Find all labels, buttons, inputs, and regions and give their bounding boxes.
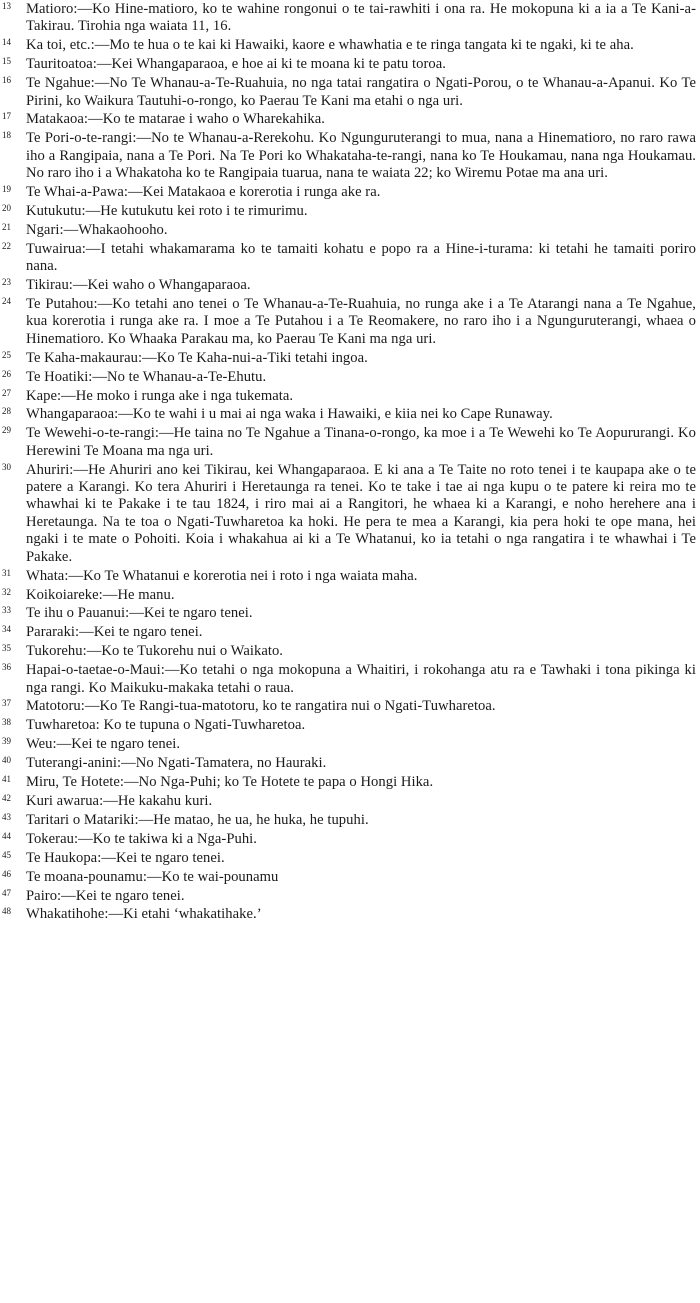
- footnote-headword: Hapai-o-taetae-o-Maui:: [26, 662, 165, 679]
- footnote-entry: [2, 425, 696, 460]
- footnote-number: 41: [2, 774, 12, 785]
- footnote-entry: [2, 277, 696, 294]
- footnote-headword: Kuri awarua:: [26, 792, 104, 809]
- footnote-headword: Tukorehu:: [26, 643, 87, 660]
- footnote-number: 42: [2, 792, 12, 803]
- footnote-text: —Kei te ngaro tenei.: [129, 605, 253, 622]
- footnote-number: 45: [2, 849, 12, 860]
- footnote-text: —He taina no Te Ngahue a Tinana-o-rongo, ka moe i a Te Wewehi ko Te Aopururangi. Ko Herewini Te Moana ma nga uri.: [26, 425, 696, 459]
- footnote-entry: [2, 587, 696, 604]
- footnote-text: —Ko Te Rangi-tua-matotoru, ko te rangatira nui o Ngati-Tuwharetoa.: [84, 698, 496, 715]
- footnote-text: —Kei waho o Whangaparaoa.: [72, 277, 251, 294]
- footnote-text: —Ko Te Kaha-nui-a-Tiki tetahi ingoa.: [142, 349, 368, 366]
- footnote-headword: Taritari o Matariki:: [26, 811, 139, 828]
- footnote-entry: [2, 624, 696, 641]
- footnote-headword: Ahuriri:: [26, 461, 74, 478]
- footnote-number: 44: [2, 830, 12, 841]
- footnote-text: —Kei te ngaro tenei.: [61, 887, 185, 904]
- footnote-headword: Pairo:: [26, 887, 62, 904]
- footnote-number: 28: [2, 406, 12, 417]
- footnote-entry: [2, 605, 696, 622]
- footnote-entry: [2, 850, 696, 867]
- footnote-entry: [2, 812, 696, 829]
- footnote-text: —Ko tetahi ano tenei o Te Whanau-a-Te-Ruahuia, no runga ake i a Te Atarangi nana a Te Ngahue, kua korerotia i runga ake ra. I moe a Te Putahou i a Te Reomakere, no raro iho i a Ngunguruterangi, whaea o Hinematioro. Ko Whaaka Parakau ma, ko Paerau Te Kani ma nga uri.: [26, 296, 696, 347]
- footnote-number: 16: [2, 75, 12, 86]
- footnote-entry: [2, 56, 696, 73]
- footnote-headword: Kape:: [26, 387, 62, 404]
- footnote-entry: [2, 568, 696, 585]
- footnotes-list: [2, 1, 696, 924]
- footnote-text: —No te Whanau-a-Te-Ehutu.: [92, 368, 267, 385]
- footnote-text: —No Ngati-Tamatera, no Hauraki.: [121, 755, 327, 772]
- footnote-text: —Mo te hua o te kai ki Hawaiki, kaore e whawhatia e te ringa tangata ki te ngaki, ki te aha.: [94, 37, 634, 54]
- footnote-headword: Te Hoatiki:: [26, 368, 93, 385]
- footnote-entry: [2, 793, 696, 810]
- footnote-entry: [2, 774, 696, 791]
- footnote-entry: [2, 203, 696, 220]
- footnote-number: 38: [2, 717, 12, 728]
- footnote-number: 18: [2, 130, 12, 141]
- footnote-entry: [2, 662, 696, 697]
- footnote-number: 47: [2, 887, 12, 898]
- footnote-text: —He kakahu kuri.: [103, 792, 213, 809]
- footnote-headword: Te moana-pounamu:: [26, 868, 147, 885]
- footnote-headword: Te Pori-o-te-rangi:: [26, 130, 137, 147]
- footnote-number: 48: [2, 906, 12, 917]
- footnote-entry: [2, 736, 696, 753]
- footnote-entry: [2, 296, 696, 348]
- footnote-headword: Tokerau:: [26, 830, 79, 847]
- footnote-text: —No te Whanau-a-Rerekohu. Ko Ngunguruterangi to mua, nana a Hinematioro, no raro rawa iho a Rangipaia, nana a Te Pori. Na Te Pori ko Whakataha-te-rangi, nana ko Te Houkamau, nana nga Houkamau. No raro iho i a Whakatoha ko te Rangipaia tuarua, nana te waiata 22; ko Wiremu Potae ma ana uri.: [26, 130, 697, 182]
- footnote-number: 35: [2, 643, 12, 654]
- footnote-number: 26: [2, 368, 12, 379]
- footnote-number: 30: [2, 461, 12, 472]
- footnote-headword: Ngari:: [26, 221, 64, 238]
- footnote-entry: [2, 369, 696, 386]
- footnote-text: —I tetahi whakamarama ko te tamaiti kohatu e popo ra a Hine-i-turama: ki tetahi he tamaiti poriro nana.: [26, 240, 696, 275]
- footnote-headword: Tikirau:: [26, 277, 73, 294]
- footnote-number: 37: [2, 698, 12, 709]
- footnote-text: —He matao, he ua, he huka, he tupuhi.: [138, 811, 369, 828]
- footnote-text: —Ko tetahi o nga mokopuna a Whaitiri, i rokohanga atu ra e Tawhaki i tona pikinga ki nga rangi. Ko Maikuku-makaka tetahi o raua.: [26, 662, 696, 696]
- footnote-entry: [2, 222, 696, 239]
- footnote-entry: [2, 350, 696, 367]
- footnote-text: —No Nga-Puhi; ko Te Hotete te papa o Hongi Hika.: [124, 774, 434, 791]
- footnote-text: —Ki etahi ‘whakatihake.’: [108, 906, 262, 923]
- footnote-number: 20: [2, 202, 12, 213]
- footnote-entry: [2, 869, 696, 886]
- footnote-headword: Whangaparaoa:: [26, 406, 119, 423]
- footnote-number: 25: [2, 349, 12, 360]
- footnote-headword: Te Putahou:: [26, 296, 98, 312]
- footnote-entry: [2, 241, 696, 276]
- footnote-text: Ko te tupuna o Ngati-Tuwharetoa.: [99, 717, 306, 734]
- footnote-number: 36: [2, 662, 12, 673]
- footnote-headword: Tauritoatoa:: [26, 56, 97, 73]
- footnote-text: —He moko i runga ake i nga tukemata.: [61, 387, 294, 404]
- footnote-headword: Pararaki:: [26, 624, 80, 641]
- footnote-text: —No Te Whanau-a-Te-Ruahuia, no nga tatai rangatira o Ngati-Porou, o te Whanau-a-Apanui. Ko Te Pirini, ko Waikura Tautuhi-o-rongo, ko Paerau Te Kani ma etahi o nga uri.: [26, 75, 696, 109]
- footnote-text: —Ko Te Whatanui e korerotia nei i roto i nga waiata maha.: [68, 567, 418, 584]
- footnote-entry: [2, 1, 696, 36]
- footnote-headword: Matioro:: [26, 1, 78, 17]
- footnote-number: 22: [2, 240, 12, 251]
- footnote-text: —He Ahuriri ano kei Tikirau, kei Whangaparaoa. E ki ana a Te Taite no roto tenei i te kaupapa ake o te patere a Karangi. Ko tera Ahuriri i Heretaunga ra tenei. Ko te take i tae ai nga kupu o te patere ki reira mo te whawhai ki te Pakake i te tau 1824, i riro mai ai a Rangitori, he whaea ki a Karangi, e noho herehere ana i Heretaunga. Na te toa o Ngati-Tuwharetoa ka hoki. He pera te mea a Karangi, kia pera hoki te ope mana, hei ngaki i te mate o Pohoiti. Koia i whakahua ai ki a Te Whatanui, ko ia tetahi o nga rangatira i te whawhai i Te Pakake.: [26, 461, 696, 565]
- footnote-number: 46: [2, 868, 12, 879]
- footnote-headword: Koikoiareke:: [26, 586, 103, 603]
- footnote-text: —He kutukutu kei roto i te rimurimu.: [85, 202, 308, 219]
- footnote-headword: Te Kaha-makaurau:: [26, 349, 143, 366]
- footnote-text: —Kei Matakaoa e korerotia i runga ake ra.: [127, 184, 381, 201]
- footnote-text: —Kei te ngaro tenei.: [79, 624, 203, 641]
- footnote-number: 39: [2, 736, 12, 747]
- footnote-entry: [2, 406, 696, 423]
- footnote-entry: [2, 184, 696, 201]
- footnote-text: —He manu.: [102, 586, 175, 603]
- footnote-number: 32: [2, 586, 12, 597]
- footnote-headword: Te Ngahue:: [26, 75, 95, 92]
- footnote-number: 43: [2, 811, 12, 822]
- footnote-headword: Tuwairua:: [26, 240, 86, 257]
- footnote-number: 33: [2, 605, 12, 616]
- footnote-entry: [2, 698, 696, 715]
- footnote-entry: [2, 37, 696, 54]
- footnote-entry: [2, 643, 696, 660]
- footnote-entry: [2, 906, 696, 923]
- footnote-number: 19: [2, 184, 12, 195]
- footnote-headword: Whakatihohe:: [26, 906, 109, 923]
- footnote-number: 21: [2, 221, 12, 232]
- footnote-entry: [2, 831, 696, 848]
- footnote-headword: Whata:: [26, 567, 69, 584]
- footnote-headword: Kutukutu:: [26, 202, 86, 219]
- footnote-entry: [2, 111, 696, 128]
- footnote-headword: Te Haukopa:: [26, 849, 102, 866]
- footnote-text: —Ko te matarae i waho o Wharekahika.: [88, 111, 326, 128]
- footnote-headword: Matotoru:: [26, 698, 85, 715]
- footnote-headword: Te ihu o Pauanui:: [26, 605, 130, 622]
- footnote-number: 13: [2, 1, 12, 11]
- footnote-number: 27: [2, 387, 12, 398]
- footnote-text: —Ko te wai-pounamu: [147, 868, 279, 885]
- footnote-entry: [2, 462, 696, 566]
- footnote-text: —Ko te Tukorehu nui o Waikato.: [86, 643, 283, 660]
- footnote-headword: Matakaoa:: [26, 111, 89, 128]
- footnote-entry: [2, 888, 696, 905]
- footnote-entry: [2, 717, 696, 734]
- footnote-headword: Miru, Te Hotete:: [26, 774, 124, 791]
- footnote-text: —Whakaohooho.: [63, 221, 168, 238]
- footnote-headword: Weu:: [26, 736, 57, 753]
- footnote-text: —Kei te ngaro tenei.: [101, 849, 225, 866]
- footnote-text: —Kei Whangaparaoa, e hoe ai ki te moana ki te patu toroa.: [96, 56, 446, 73]
- footnote-headword: Tuterangi-anini:: [26, 755, 122, 772]
- footnote-entry: [2, 75, 696, 110]
- footnote-text: —Ko Hine-matioro, ko te wahine rongonui o te tai-rawhiti i ona ra. He mokopuna ki a ia a Te Kani-a-Takirau. Tirohia nga waiata 11, 16.: [26, 1, 696, 35]
- footnote-text: —Ko te takiwa ki a Nga-Puhi.: [78, 830, 257, 847]
- footnote-number: 24: [2, 296, 12, 306]
- footnote-number: 17: [2, 111, 12, 122]
- footnote-number: 29: [2, 425, 12, 436]
- footnote-number: 23: [2, 277, 12, 288]
- footnote-number: 40: [2, 755, 12, 766]
- footnote-entry: [2, 388, 696, 405]
- footnote-number: 31: [2, 567, 12, 578]
- footnote-headword: Ka toi, etc.:: [26, 37, 95, 54]
- footnote-number: 34: [2, 624, 12, 635]
- footnote-entry: [2, 755, 696, 772]
- footnote-text: —Ko te wahi i u mai ai nga waka i Hawaiki, e kiia nei ko Cape Runaway.: [118, 406, 553, 423]
- footnote-headword: Tuwharetoa:: [26, 717, 100, 734]
- footnote-text: —Kei te ngaro tenei.: [56, 736, 181, 753]
- footnote-entry: [2, 130, 696, 182]
- footnote-number: 14: [2, 37, 12, 48]
- footnote-headword: Te Whai-a-Pawa:: [26, 184, 128, 201]
- footnote-number: 15: [2, 56, 12, 67]
- footnote-headword: Te Wewehi-o-te-rangi:: [26, 425, 160, 442]
